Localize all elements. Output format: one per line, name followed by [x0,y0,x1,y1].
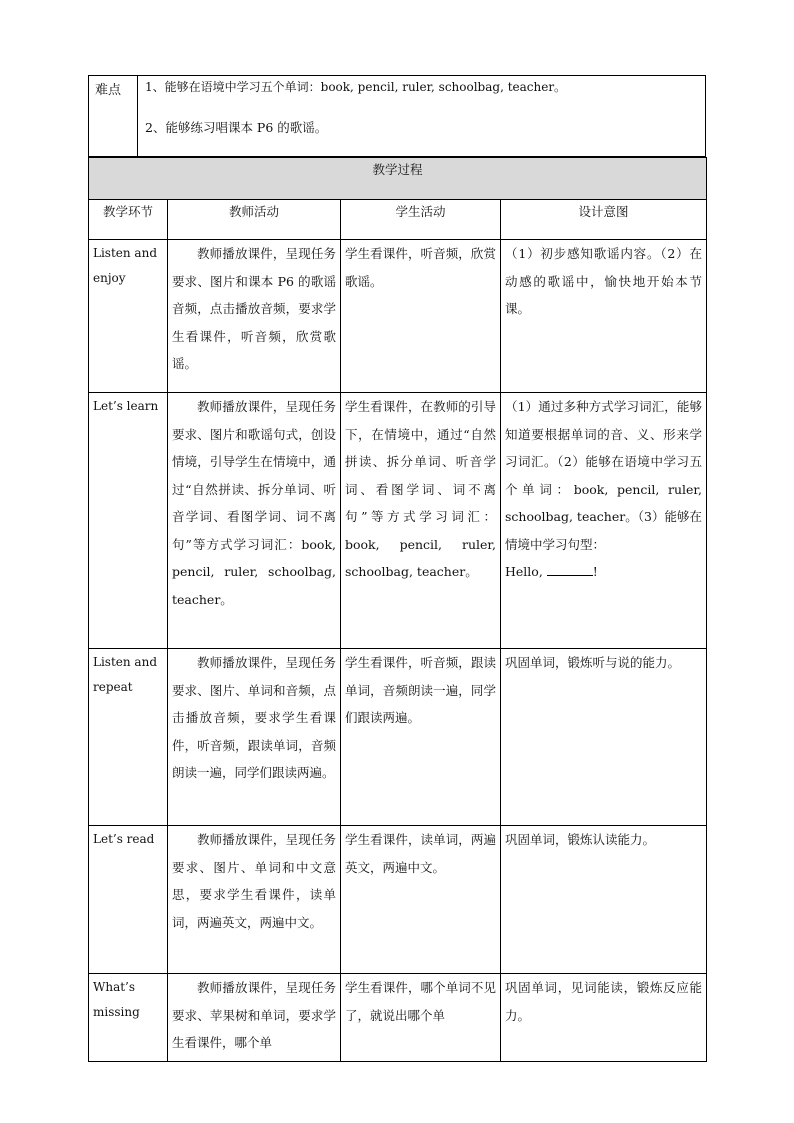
difficulty-line-2: 2、能够练习唱课本 P6 的歌谣。 [145,120,328,135]
column-header-student: 学生活动 [341,200,501,240]
stage-cell [89,974,168,1062]
teacher-activity: 教师播放课件，呈现任务要求、苹果树和单词，要求学生看课件，哪个单 [168,974,341,1062]
sentence-pattern-hello: Hello, [505,564,543,579]
student-activity: 学生看课件，哪个单词不见了，就说出哪个单 [341,974,501,1062]
table-row [89,240,707,393]
student-activity: 学生看课件，读单词，两遍英文，两遍中文。 [341,826,501,974]
difficulty-label: 难点 [89,76,138,156]
table-row [89,826,707,974]
difficulty-section [88,75,706,157]
column-header-teacher: 教师活动 [168,200,341,240]
design-intent: 巩固单词，锻炼听与说的能力。 [501,649,707,826]
table-header-row [89,200,707,240]
stage-cell [89,393,168,649]
design-intent: （1）初步感知歌谣内容。（2）在动感的歌谣中，愉快地开始本节课。 [501,240,707,393]
student-activity: 学生看课件，听音频，跟读单词，音频朗读一遍，同学们跟读两遍。 [341,649,501,826]
table-row [89,649,707,826]
stage-name-line: Listen and [93,655,157,669]
teacher-activity: 教师播放课件，呈现任务要求、图片、单词和中文意思，要求学生看课件，读单词，两遍英文，两遍中文。 [168,826,341,974]
design-intent: 巩固单词，锻炼认读能力。 [501,826,707,974]
stage-cell [89,240,168,393]
stage-cell [89,649,168,826]
stage-name-line: Let’s learn [93,399,159,413]
stage-name-line: Listen and [93,246,157,260]
table-row [89,974,707,1062]
stage-cell [89,826,168,974]
column-header-intent: 设计意图 [501,200,707,240]
teacher-activity: 教师播放课件，呈现任务要求、图片和课本 P6 的歌谣音频，点击播放音频，要求学生看课件，听音频，欣赏歌谣。 [168,240,341,393]
student-activity: 学生看课件，听音频，欣赏歌谣。 [341,240,501,393]
stage-name-line: What’s [93,980,136,994]
difficulty-line-1: 1、能够在语境中学习五个单词：book, pencil, ruler, schoolbag, teacher。 [145,80,567,94]
table-row [89,393,707,649]
table-title-row [89,158,707,200]
stage-name-line: enjoy [93,271,126,285]
teacher-activity: 教师播放课件，呈现任务要求、图片、单词和音频，点击播放音频，要求学生看课件，听音频，跟读单词，音频朗读一遍，同学们跟读两遍。 [168,649,341,826]
design-intent: 巩固单词，见词能读，锻炼反应能力。 [501,974,707,1062]
column-header-stage: 教学环节 [89,200,168,240]
stage-name-line: repeat [93,680,133,694]
blank-line [547,563,593,576]
table-title: 教学过程 [89,158,707,200]
design-intent-text: （1）通过多种方式学习词汇，能够知道要根据单词的音、义、形来学习词汇。（2）能够在语境中学习五个单词：book, pencil, ruler, schoolbag, teacher。（3）能够在情境中学习句型： [505,399,703,552]
teacher-activity: 教师播放课件，呈现任务要求、图片和歌谣句式，创设情境，引导学生在情境中，通过“自然拼读、拆分单词、听音学词、看图学词、词不离句”等方式学习词汇：book, pencil, ruler, schoolbag, teacher。 [168,393,341,649]
student-activity: 学生看课件，在教师的引导下，在情境中，通过“自然拼读、拆分单词、听音学词、看图学词、词不离句”等方式学习词汇：book, pencil, ruler, schoolbag, teacher。 [341,393,501,649]
stage-name-line: Let’s read [93,832,155,846]
design-intent [501,393,707,649]
teaching-process-table [88,157,707,1062]
stage-name-line: missing [93,1005,140,1019]
sentence-pattern-end: ! [592,564,598,579]
